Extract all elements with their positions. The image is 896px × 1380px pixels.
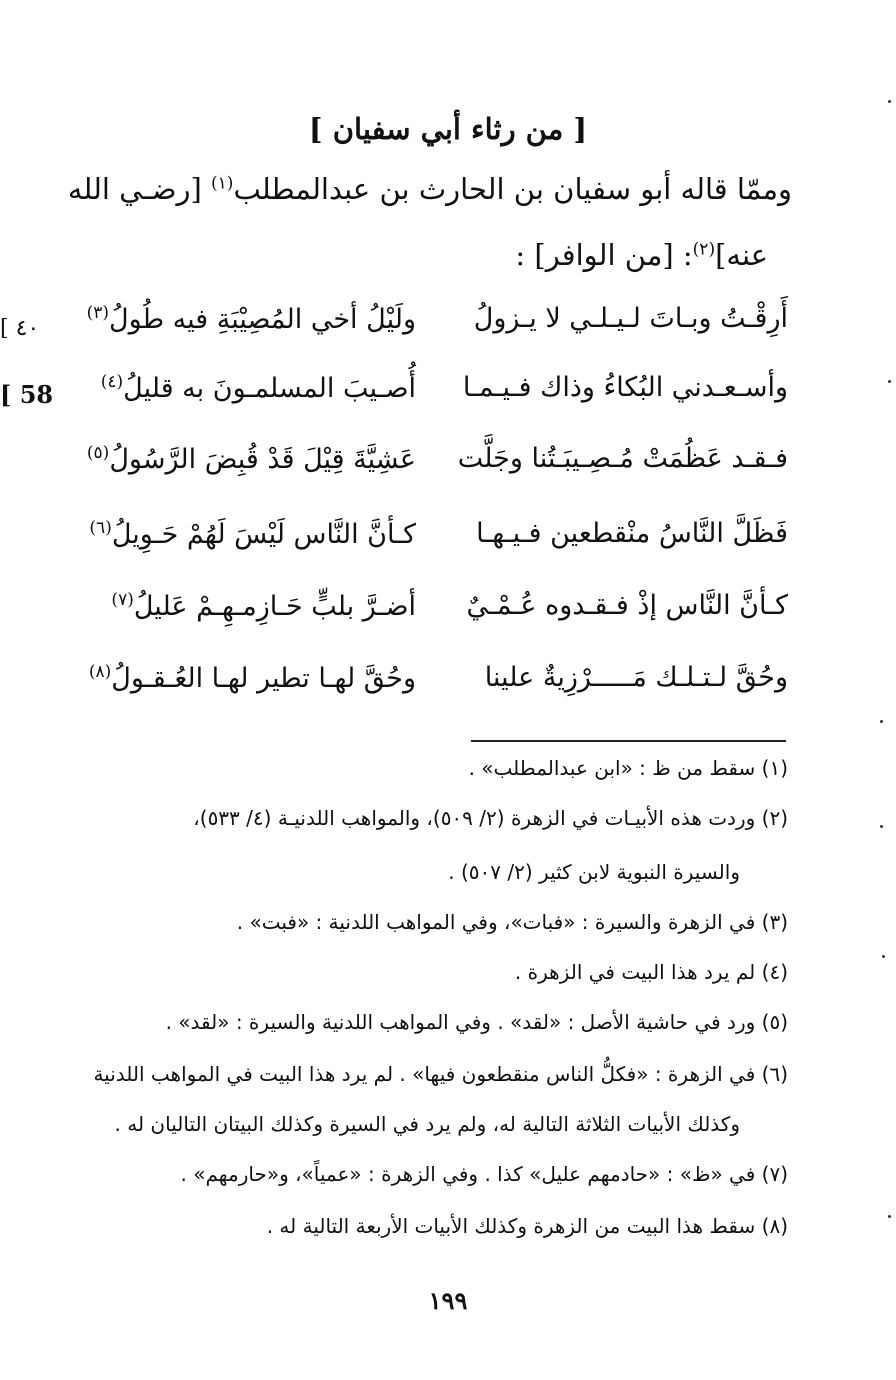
scan-speck [888, 380, 891, 383]
verse-second-hemistich [111, 590, 416, 622]
margin-reference: [ ٤٠ [0, 316, 40, 341]
verse-line [88, 372, 788, 432]
footnote-marker: (٥) [86, 443, 110, 463]
footnote: (٧) في «ظ» : «حادمهم عليل» كذا . وفي الزهرة : «عمياً»، و«حارمهم» . [180, 1162, 788, 1186]
footnote: (١) سقط من ظ : «ابن عبدالمطلب» . [468, 756, 788, 780]
verse-first-hemistich: أَرِقْـتُ وبـاتَ لـيـلـي لا يـزولُ [473, 303, 788, 334]
verse-line [88, 443, 788, 503]
footnote: (٨) سقط هذا البيت من الزهرة وكذلك الأبيات الأربعة التالية له . [266, 1214, 788, 1238]
footnote: (٣) في الزهرة والسيرة : «فبات»، وفي المواهب اللدنية : «فبت» . [236, 910, 788, 934]
footnote-marker: (٧) [111, 590, 134, 610]
verse-first-hemistich: فَظَلَّ النَّاسُ منْقطعين فـيـهـا [476, 518, 788, 549]
footnote-continuation: وكذلك الأبيات الثلاثة التالية له، ولم يرد في السيرة وكذلك البيتان التاليان له . [114, 1112, 740, 1136]
footnote: (٤) لم يرد هذا البيت في الزهرة . [514, 960, 788, 984]
hemistich-text: أُصـيبَ المسلمـونَ به قليلُ [123, 373, 416, 404]
scan-speck [888, 100, 891, 103]
verse-line [88, 590, 788, 650]
footnote-marker: (٤) [100, 372, 124, 392]
scan-speck [880, 825, 883, 828]
verse-second-hemistich [101, 372, 416, 404]
verse-second-hemistich [87, 303, 416, 335]
verse-first-hemistich: وأسـعـدني البُكاءُ وذاك فـيـمـا [462, 372, 788, 403]
intro-text: عنه] [715, 238, 768, 272]
intro-text: وممّا قاله أبو سفيان بن الحارث بن عبدالمطلب [233, 172, 792, 206]
verse-line [88, 518, 788, 578]
verse-first-hemistich: وحُقَّ لـتـلـك مَـــــرْزِيةٌ علينا [484, 662, 788, 693]
footnote-marker: (٣) [86, 303, 109, 323]
scan-speck [888, 1215, 891, 1218]
footnote-marker: (٦) [89, 518, 112, 538]
footnote: (٦) في الزهرة : «فكلُّ الناس منقطعون فيها» . لم يرد هذا البيت في المواهب اللدنية [93, 1062, 788, 1086]
verse-first-hemistich: كـأنَّ النَّاس إذْ فـقـدوه عُـمْـيٌ [466, 590, 788, 621]
hemistich-text: أضـرَّ بلبٍّ حَـازِمـهِـمْ عَليلُ [133, 591, 416, 622]
section-title: [ من رثاء أبي سفيان ] [308, 112, 588, 146]
scan-speck [880, 720, 883, 723]
scan-speck [882, 955, 885, 958]
verse-second-hemistich [87, 443, 416, 475]
intro-tail: : [من الوافر] : [515, 238, 693, 272]
hemistich-text: وحُقَّ لهـا تطير لهـا العُـقـولُ [111, 663, 416, 694]
footnote: (٢) وردت هذه الأبيـات في الزهرة (٢/ ٥٠٩)، والمواهب اللدنيـة (٤/ ٥٣٣)، [193, 806, 788, 830]
hemistich-text: كـأنَّ النَّاس لَيْسَ لَهُمْ حَـوِيلُ [111, 519, 416, 550]
footnote-marker: (٨) [88, 662, 112, 682]
footnote-marker: (٢) [692, 239, 716, 260]
verse-line [88, 662, 788, 722]
footnote-divider [471, 740, 786, 742]
hemistich-text: عَشِيَّةَ قِيْلَ قَدْ قُبِضَ الرَّسُولُ [109, 444, 416, 475]
hemistich-text: ولَيْلُ أخي المُصِيْبَةِ فيه طُولُ [109, 304, 416, 335]
verse-first-hemistich: فـقـد عَظُمَتْ مُـصِـيبَـتُنا وجَلَّت [457, 443, 788, 474]
verse-second-hemistich [89, 662, 416, 694]
verse-line [88, 303, 788, 363]
footnote-marker: (١) [211, 173, 234, 194]
page-number: ١٩٩ [428, 1286, 468, 1315]
intro-line-2 [515, 238, 768, 272]
verse-second-hemistich [89, 518, 416, 550]
intro-line-1 [68, 172, 792, 206]
intro-tail: [رضـي الله [67, 172, 212, 206]
footnote-continuation: والسيرة النبوية لابن كثير (٢/ ٥٠٧) . [448, 860, 740, 884]
footnote: (٥) ورد في حاشية الأصل : «لقد» . وفي المواهب اللدنية والسيرة : «لقد» . [165, 1010, 788, 1034]
margin-reference: [ 58 [0, 380, 54, 409]
